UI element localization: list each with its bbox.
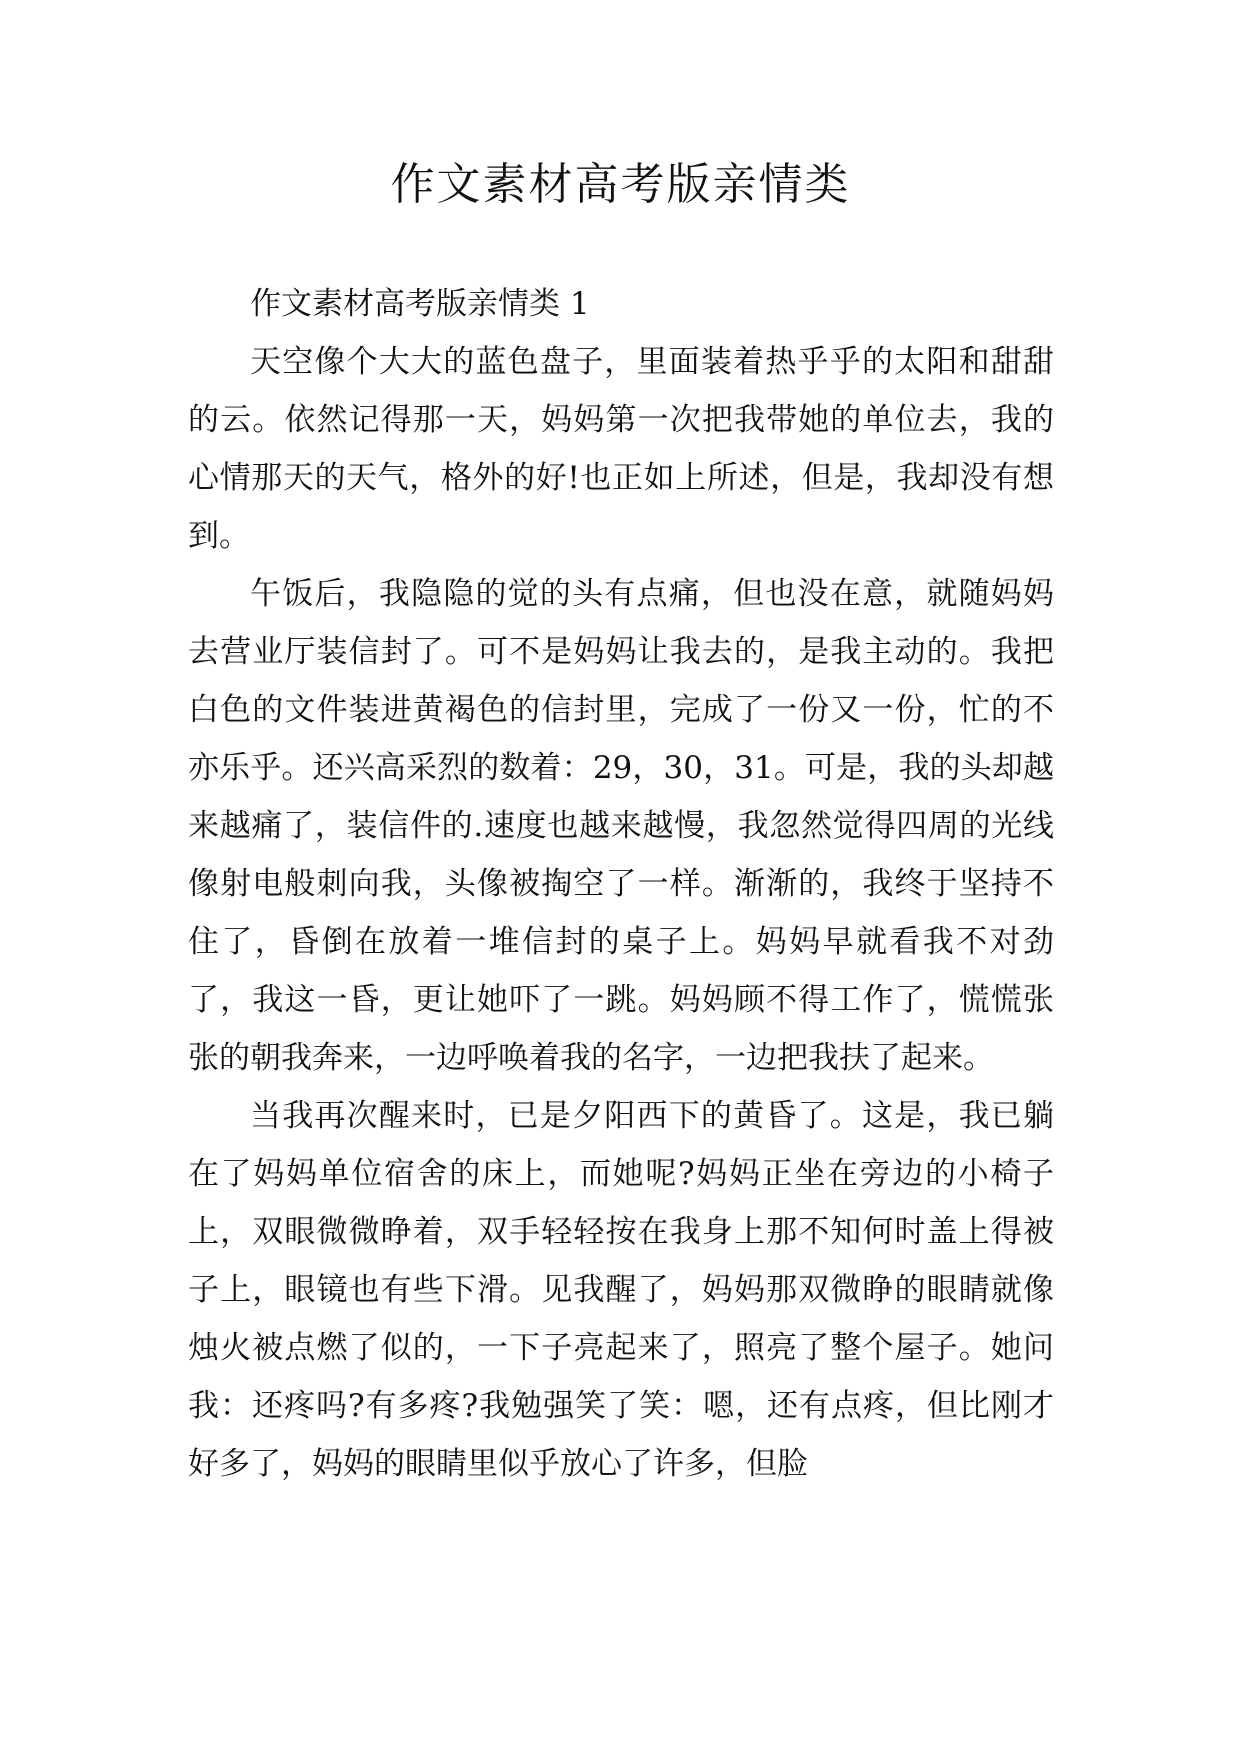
section-heading: 作文素材高考版亲情类 1 <box>250 286 590 322</box>
paragraph-2: 午饭后，我隐隐的觉的头有点痛，但也没在意，就随妈妈去营业厅装信封了。可不是妈妈让我去的，是我主动的。我把白色的文件装进黄褐色的信封里，完成了一份又一份，忙的不亦乐乎。还兴高采烈的数着：29，30，31。可是，我的头却越来越痛了，装信件的.速度也越来越慢，我忽然觉得四周的光线像射电般刺向我，头像被掏空了一样。渐渐的，我终于坚持不住了，昏倒在放着一堆信封的桌子上。妈妈早就看我不对劲了，我这一昏，更让她吓了一跳。妈妈顾不得工作了，慌慌张张的朝我奔来，一边呼唤着我的名字，一边把我扶了起来。 <box>188 576 1054 1076</box>
paragraph-1: 天空像个大大的蓝色盘子，里面装着热乎乎的太阳和甜甜的云。依然记得那一天，妈妈第一次把我带她的单位去，我的心情那天的天气，格外的好!也正如上所述，但是，我却没有想到。 <box>188 344 1054 554</box>
document-title: 作文素材高考版亲情类 <box>390 159 851 210</box>
paragraph-3: 当我再次醒来时，已是夕阳西下的黄昏了。这是，我已躺在了妈妈单位宿舍的床上，而她呢?妈妈正坐在旁边的小椅子上，双眼微微睁着，双手轻轻按在我身上那不知何时盖上得被子上，眼镜也有些下滑。见我醒了，妈妈那双微睁的眼睛就像烛火被点燃了似的，一下子亮起来了，照亮了整个屋子。她问我：还疼吗?有多疼?我勉强笑了笑：嗯，还有点疼，但比刚才好多了，妈妈的眼睛里似乎放心了许多，但脸 <box>188 1098 1054 1482</box>
document-body <box>188 275 1054 1493</box>
